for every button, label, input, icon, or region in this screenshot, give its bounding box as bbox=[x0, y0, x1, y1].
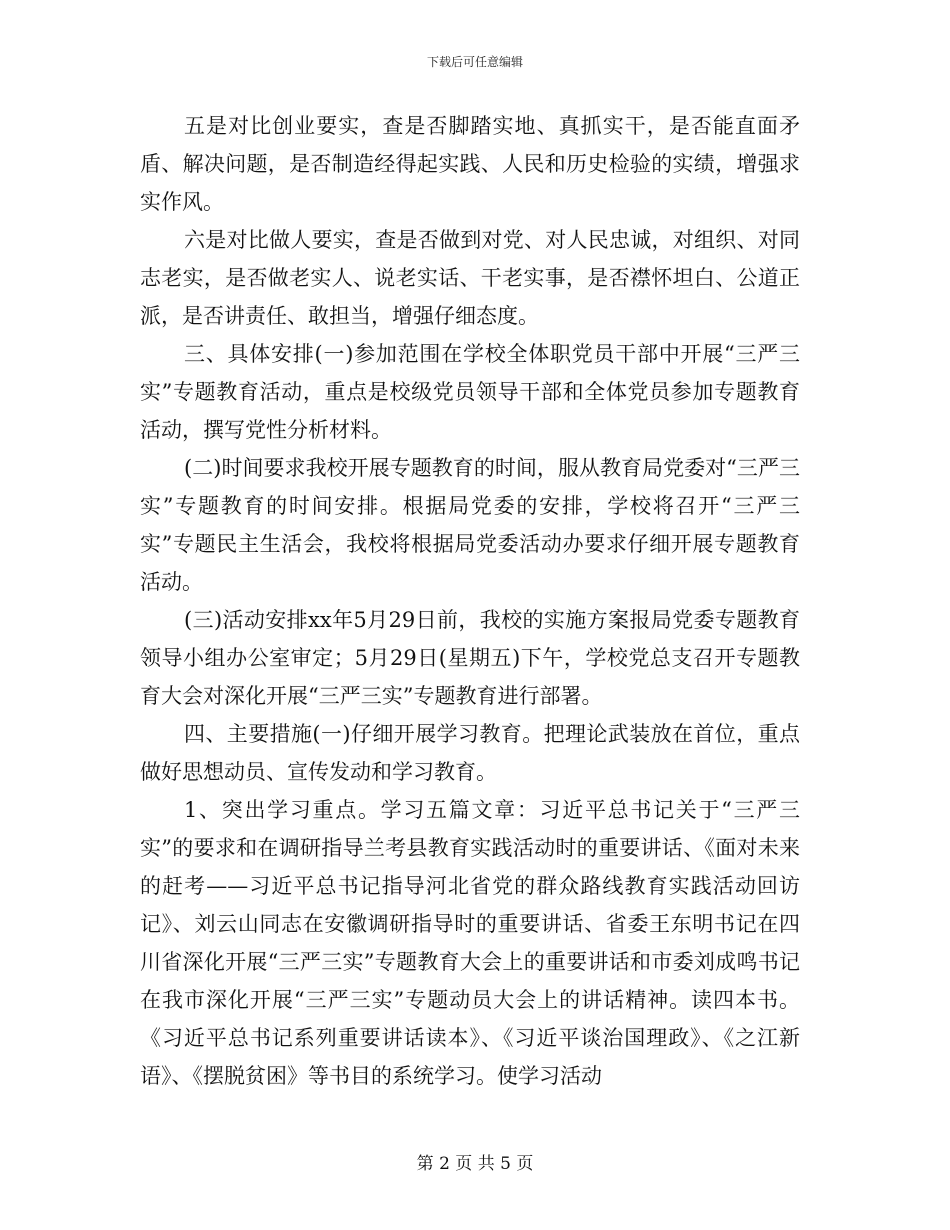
paragraph-1: 五是对比创业要实，查是否脚踏实地、真抓实干，是否能直面矛盾、解决问题，是否制造经得起实践、人民和历史检验的实绩，增强求实作风。 bbox=[140, 114, 800, 214]
document-body bbox=[140, 107, 800, 1095]
paragraph-3: 三、具体安排(一)参加范围在学校全体职党员干部中开展“三严三实”专题教育活动，重点是校级党员领导干部和全体党员参加专题教育活动，撰写党性分析材料。 bbox=[140, 342, 800, 442]
page-header: 下载后可任意编辑 bbox=[426, 55, 523, 69]
paragraph-2: 六是对比做人要实，查是否做到对党、对人民忠诚，对组织、对同志老实，是否做老实人、说老实话、干老实事，是否襟怀坦白、公道正派，是否讲责任、敢担当，增强仔细态度。 bbox=[140, 228, 800, 328]
paragraph-6: 四、主要措施(一)仔细开展学习教育。把理论武装放在首位，重点做好思想动员、宣传发动和学习教育。 bbox=[140, 722, 800, 784]
paragraph-4: (二)时间要求我校开展专题教育的时间，服从教育局党委对“三严三实”专题教育的时间安排。根据局党委的安排，学校将召开“三严三实”专题民主生活会，我校将根据局党委活动办要求仔细开展专题教育活动。 bbox=[140, 456, 800, 594]
paragraph-7: 1、突出学习重点。学习五篇文章：习近平总书记关于“三严三实”的要求和在调研指导兰考县教育实践活动时的重要讲话、《面对未来的赶考——习近平总书记指导河北省党的群众路线教育实践活动回访记》、刘云山同志在安徽调研指导时的重要讲话、省委王东明书记在四川省深化开展“三严三实”专题教育大会上的重要讲话和市委刘成鸣书记在我市深化开展“三严三实”专题动员大会上的讲话精神。读四本书。《习近平总书记系列重要讲话读本》、《习近平谈治国理政》、《之江新语》、《摆脱贫困》等书目的系统学习。使学习活动 bbox=[140, 798, 800, 1088]
page-number-footer: 第 2 页 共 5 页 bbox=[416, 1154, 534, 1174]
paragraph-5: (三)活动安排xx年5月29日前，我校的实施方案报局党委专题教育领导小组办公室审定；5月29日(星期五)下午，学校党总支召开专题教育大会对深化开展“三严三实”专题教育进行部署。 bbox=[140, 608, 800, 708]
